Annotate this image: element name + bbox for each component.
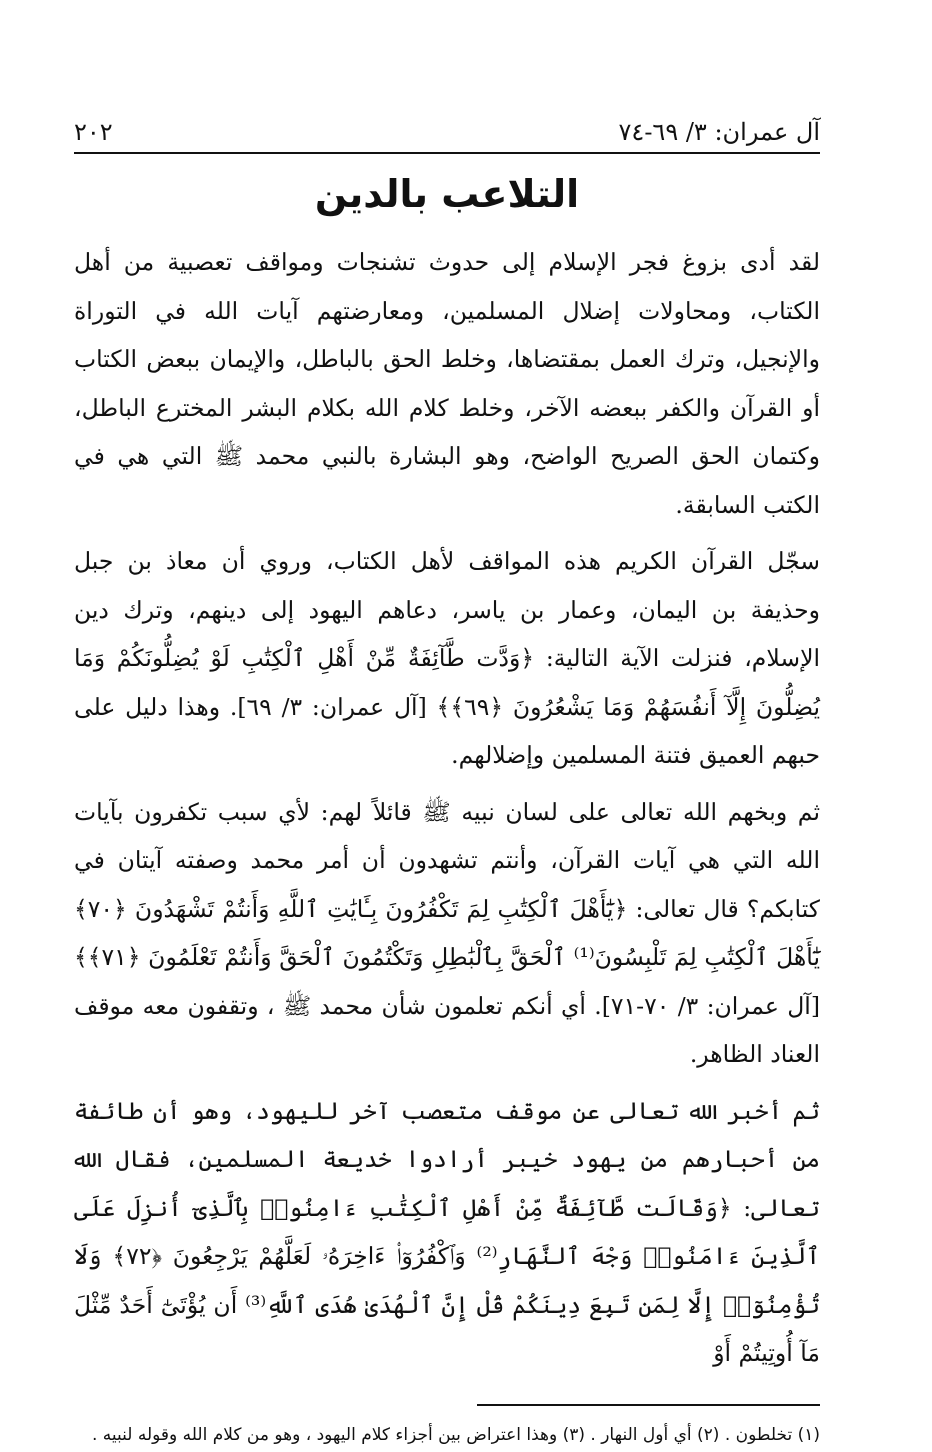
surah-reference: آل عمران: ٣/ ٦٩-٧٤ bbox=[618, 118, 820, 146]
footnote-divider bbox=[477, 1404, 820, 1406]
paragraph-1: لقد أدى بزوغ فجر الإسلام إلى حدوث تشنجات ومواقف تعصبية من أهل الكتاب، ومحاولات إضلال المسلمين، ومعارضتهم آيات الله في التوراة والإنجيل، وترك العمل بمقتضاها، وخلط الحق بالباطل، والإيمان ببعض الكتاب أو القرآن والكفر ببعضه الآخر، وخلط كلام الله بكلام البشر المخترع الباطل، وكتمان الحق الصريح الواضح، وهو البشارة بالنبي محمد ﷺ التي هي في الكتب السابقة. bbox=[74, 248, 820, 519]
page-number: ٢٠٢ bbox=[74, 118, 113, 146]
paragraph-3: ثم وبخهم الله تعالى على لسان نبيه ﷺ قائلاً لهم: لأي سبب تكفرون بآيات الله التي هي آيات القرآن، وأنتم تشهدون أن أمر محمد وصفته آيتان في كتابكم؟ قال تعالى: ﴿يَٰٓأَهْلَ ٱلْكِتَٰبِ لِمَ تَكْفُرُونَ بِـَٔايَٰتِ ٱللَّهِ وَأَنتُمْ تَشْهَدُونَ ﴿٧٠﴾ يَٰٓأَهْلَ ٱلْكِتَٰبِ لِمَ تَلْبِسُونَ⁽¹⁾ ٱلْحَقَّ بِٱلْبَٰطِلِ وَتَكْتُمُونَ ٱلْحَقَّ وَأَنتُمْ تَعْلَمُونَ ﴿٧١﴾﴾ [آل عمران: ٣/ ٧٠-٧١]. أي أنكم تعلمون شأن محمد ﷺ ، وتقفون معه موقف العناد الظاهر. bbox=[74, 797, 820, 1068]
paragraph-4: ثم أخبر الله تعالى عن موقف متعصب آخر لليهود، وهو أن طائفة من أحبارهم من يهود خيبر أرادوا خديعة المسلمين، فقال الله تعالى: ﴿وَقَالَت طَّآئِفَةٌ مِّنْ أَهْلِ ٱلْكِتَٰبِ ءَامِنُوا۟ بِٱلَّذِىٓ أُنزِلَ عَلَى ٱلَّذِينَ ءَامَنُوا۟ وَجْهَ ٱلنَّهَارِ⁽²⁾ وَٱكْفُرُوٓا۟ ءَاخِرَهُۥ لَعَلَّهُمْ يَرْجِعُونَ ﴿٧٢﴾ وَلَا تُؤْمِنُوٓا۟ إِلَّا لِمَن تَبِعَ دِينَكُمْ قُلْ إِنَّ ٱلْهُدَىٰ هُدَى ٱللَّهِ⁽³⁾ أَن يُؤْتَىٰٓ أَحَدٌ مِّثْلَ مَآ أُوتِيتُمْ أَوْ bbox=[74, 1096, 821, 1367]
body-text bbox=[74, 238, 820, 1378]
section-title: التلاعب بالدين bbox=[314, 172, 580, 216]
page-header bbox=[74, 118, 820, 154]
paragraph-2: سجّل القرآن الكريم هذه المواقف لأهل الكتاب، وروي أن معاذ بن جبل وحذيفة بن اليمان، وعمار بن ياسر، دعاهم اليهود إلى دينهم، وترك دين الإسلام، فنزلت الآية التالية: ﴿وَدَّت طَّآئِفَةٌ مِّنْ أَهْلِ ٱلْكِتَٰبِ لَوْ يُضِلُّونَكُمْ وَمَا يُضِلُّونَ إِلَّآ أَنفُسَهُمْ وَمَا يَشْعُرُونَ ﴿٦٩﴾﴾ [آل عمران: ٣/ ٦٩]. وهذا دليل على حبهم العميق فتنة المسلمين وإضلالهم. bbox=[74, 547, 821, 769]
footnotes: (١) تخلطون . (٢) أي أول النهار . (٣) وهذا اعتراض بين أجزاء كلام اليهود ، وهو من كلام الله وقوله لنبيه . bbox=[91, 1424, 820, 1445]
